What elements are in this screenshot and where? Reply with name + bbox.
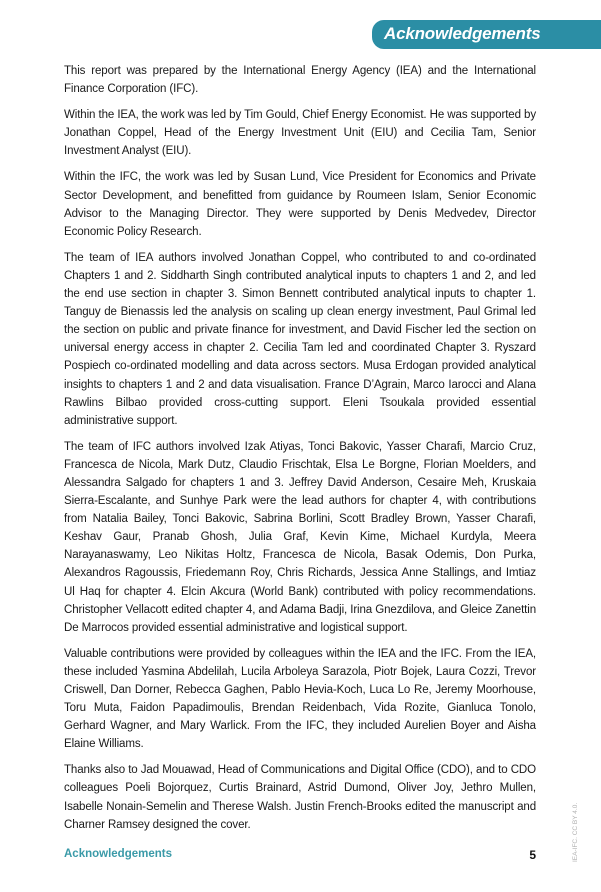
paragraph-ifc-authors: The team of IFC authors involved Izak Atiyas, Tonci Bakovic, Yasser Charafi, Marcio Cruz, Francesca de Nicola, Mark Dutz, Claudio Frischtak, Elsa Le Borgne, Florian Moelders, and Alessandra Salgado for chapters 1 and 3. Jeffrey David Anderson, Cesaire Meh, Kruskaia Sierra-Escalante, and Sunhye Park were the lead authors for chapter 4, with contributions from Natalia Bailey, Tonci Bakovic, Sabrina Borlini, Scott Bradley Brown, Yasser Charafi, Keshav Gaur, Pranab Ghosh, Julia Graf, Kevin Kime, Michael Kurdyla, Meera Narayanaswamy, Leo Nikitas Holtz, Francesca de Nicola, Basak Odemis, Don Purka, Alexandros Ragoussis, Friedemann Roy, Chris Richards, Jessica Anne Stallings, and Imtiaz Ul Haq for chapter 4. Elcin Akcura (World Bank) contributed with policy recommendations. Christopher Vellacott edited chapter 4, and Adama Badji, Irina Gnezdilova, and Gleice Zanettin De Marrocos provided essential administrative and logistical support. (64, 440, 536, 634)
paragraph-ifc-leadership: Within the IFC, the work was led by Susan Lund, Vice President for Economics and Private Sector Development, and benefitted from guidance by Roumeen Islam, Senior Economic Advisor to the Managing Director. They were supported by Denis Medvedev, Director Economic Policy Research. (64, 171, 536, 238)
page-footer (64, 802, 579, 868)
footer-section-title: Acknowledgements (64, 847, 172, 860)
paragraph-thanks: Thanks also to Jad Mouawad, Head of Communications and Digital Office (CDO), and to CDO colleagues Poeli Bojorquez, Curtis Brainard, Astrid Dumond, Oliver Joy, Jethro Mullen, Isabelle Nonain-Semelin and Therese Walsh. Justin French-Brooks edited the manuscript and Charner Ramsey designed the cover. (64, 764, 536, 831)
paragraph-intro: This report was prepared by the International Energy Agency (IEA) and the International Finance Corporation (IFC). (64, 65, 536, 96)
paragraph-iea-authors: The team of IEA authors involved Jonathan Coppel, who contributed to and co-ordinated Chapters 1 and 2. Siddharth Singh contributed analytical inputs to chapters 1 and 2, and led the end use section in chapter 3. Simon Bennett contributed analytical inputs to chapter 1. Tanguy de Bienassis led the analysis on scaling up clean energy investment, Paul Grimal led the section on public and private finance for investment, and David Fischer led the section on universal energy access in chapter 2. Cecilia Tam led and coordinated Chapter 3. Ryszard Pospiech co-ordinated modelling and data across sectors. Musa Erdogan provided analytical insights to chapters 1 and 2 and data visualisation. France D’Agrain, Marco Iarocci and Alana Rawlins Bilbao provided cross-cutting support. Eleni Tsoukala provided essential administrative support. (64, 251, 536, 427)
page-number: 5 (529, 847, 536, 862)
license-note: IEA-IFC. CC BY 4.0. (572, 802, 579, 862)
document-body (64, 62, 536, 834)
paragraph-iea-leadership: Within the IEA, the work was led by Tim Gould, Chief Energy Economist. He was supported by Jonathan Coppel, Head of the Energy Investment Unit (EIU) and Cecilia Tam, Senior Investment Analyst (EIU). (64, 109, 536, 158)
section-header-banner (372, 20, 601, 49)
section-title: Acknowledgements (384, 24, 541, 43)
paragraph-contributions: Valuable contributions were provided by colleagues within the IEA and the IFC. From the IEA, these included Yasmina Abdelilah, Lucila Arboleya Sarazola, Piotr Bojek, Laura Cozzi, Trevor Criswell, Dan Dorner, Rebecca Gaghen, Pablo Hevia-Koch, Luca Lo Re, Jeremy Moorhouse, Toru Muta, Faidon Papadimoulis, Brendan Reidenbach, Vida Rozite, Gianluca Tonolo, Gerhard Wagner, and Mary Warlick. From the IFC, they included Aurelien Boyer and Aisha Elaine Williams. (64, 647, 536, 751)
